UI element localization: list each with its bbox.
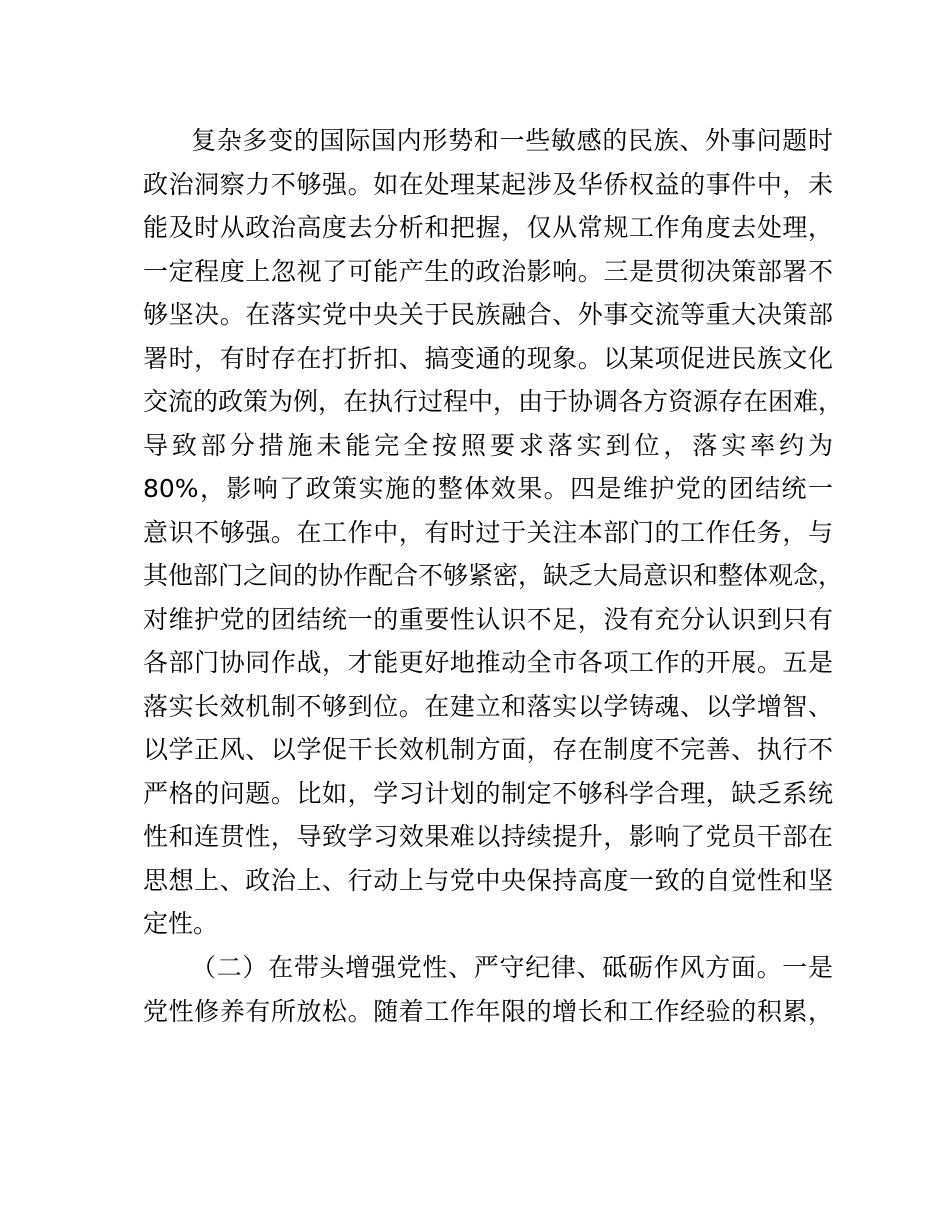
paragraph-line: 一定程度上忽视了可能产生的政治影响。三是贯彻决策部署不 — [143, 256, 833, 286]
paragraph-line: 以学正风、以学促干长效机制方面，存在制度不完善、执行不 — [143, 735, 833, 764]
paragraph-line: 其他部门之间的协作配合不够紧密，缺乏大局意识和整体观念， — [143, 561, 844, 590]
paragraph-line: 意识不够强。在工作中，有时过于关注本部门的工作任务，与 — [143, 517, 833, 547]
paragraph-line: 思想上、政治上、行动上与党中央保持高度一致的自觉性和坚 — [143, 865, 833, 895]
paragraph-line: 够坚决。在落实党中央关于民族融合、外事交流等重大决策部 — [143, 300, 833, 329]
paragraph-line: 交流的政策为例，在执行过程中，由于协调各方资源存在困难， — [143, 387, 844, 416]
paragraph-line: 落实长效机制不够到位。在建立和落实以学铸魂、以学增智、 — [143, 691, 833, 721]
paragraph-line: 定性。 — [143, 909, 219, 938]
paragraph-line: 党性修养有所放松。随着工作年限的增长和工作经验的积累， — [143, 996, 833, 1026]
paragraph-line: 80%，影响了政策实施的整体效果。四是维护党的团结统一 — [143, 474, 833, 503]
paragraph-1 — [143, 119, 844, 946]
paragraph-line: 各部门协同作战，才能更好地推动全市各项工作的开展。五是 — [143, 648, 833, 677]
paragraph-line: 严格的问题。比如，学习计划的制定不够科学合理，缺乏系统 — [143, 778, 833, 808]
paragraph-line: 性和连贯性，导致学习效果难以持续提升，影响了党员干部在 — [143, 822, 833, 851]
paragraph-line: 政治洞察力不够强。如在处理某起涉及华侨权益的事件中，未 — [143, 169, 833, 199]
paragraph-line: 对维护党的团结统一的重要性认识不足，没有充分认识到只有 — [143, 604, 833, 634]
paragraph-line: 复杂多变的国际国内形势和一些敏感的民族、外事问题时 — [191, 126, 833, 155]
paragraph-line: 能及时从政治高度去分析和把握，仅从常规工作角度去处理， — [143, 213, 833, 242]
paragraph-line: 导致部分措施未能完全按照要求落实到位，落实率约为 — [143, 430, 833, 460]
paragraph-line: （二）在带头增强党性、严守纪律、砥砺作风方面。一是 — [191, 953, 833, 982]
paragraph-2 — [143, 946, 833, 1033]
paragraph-line: 署时，有时存在打折扣、搞变通的现象。以某项促进民族文化 — [143, 343, 833, 373]
